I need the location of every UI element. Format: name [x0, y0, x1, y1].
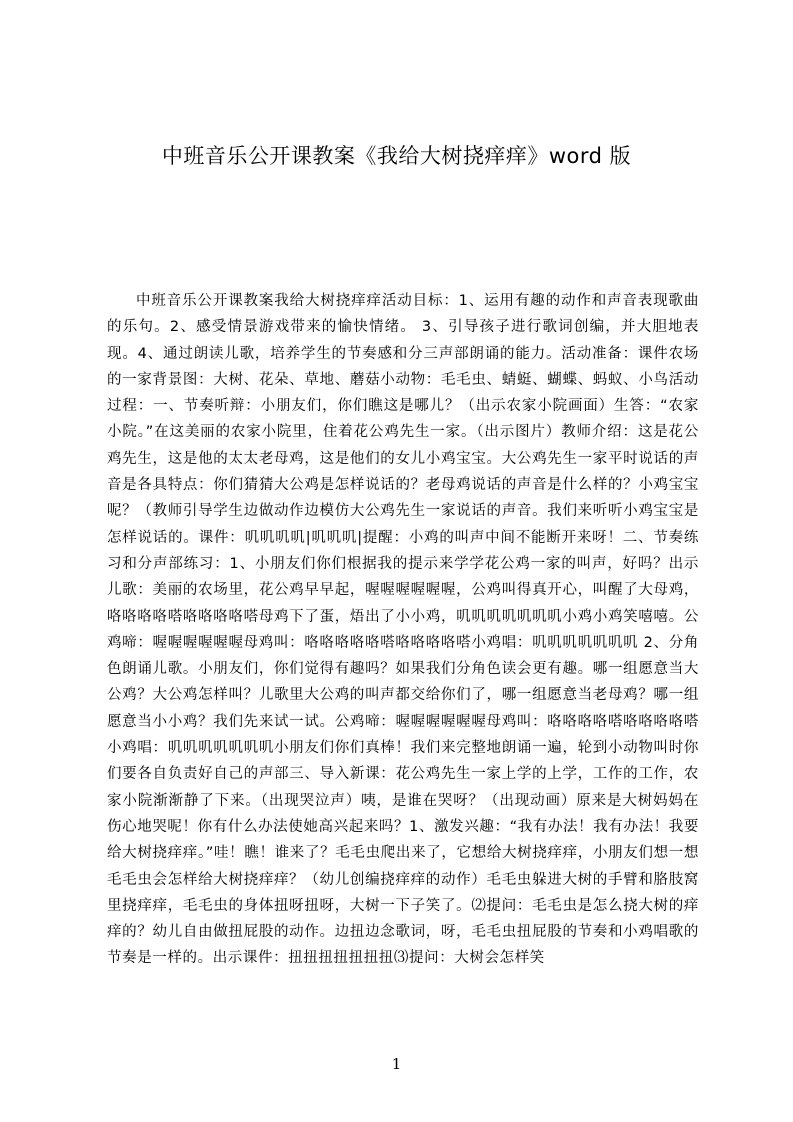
body-paragraph: 中班音乐公开课教案我给大树挠痒痒活动目标：1、运用有趣的动作和声音表现歌曲的乐句。2、感受情景游戏带来的愉快情绪。 3、引导孩子进行歌词创编，并大胆地表现。4、通过朗读儿歌，培养学生的节奏感和分三声部朗诵的能力。活动准备：课件农场的一家背景图：大树、花朵、草地、蘑菇小动物：毛毛虫、蜻蜓、蝴蝶、蚂蚁、小鸟活动过程：一、节奏听辩：小朋友们，你们瞧这是哪儿？（出示农家小院画面）生答：“农家小院。”在这美丽的农家小院里，住着花公鸡先生一家。（出示图片）教师介绍：这是花公鸡先生，这是他的太太老母鸡，这是他们的女儿小鸡宝宝。大公鸡先生一家平时说话的声音是各具特点：你们猜猜大公鸡是怎样说话的？老母鸡说话的声音是什么样的？小鸡宝宝呢？（教师引导学生边做动作边模仿大公鸡先生一家说话的声音。我们来听听小鸡宝宝是怎样说话的。课件：叽叽叽叽|叽叽叽|提醒：小鸡的叫声中间不能断开来呀！二、节奏练习和分声部练习：1、小朋友们你们根据我的提示来学学花公鸡一家的叫声，好吗？出示儿歌：美丽的农场里，花公鸡早早起，喔喔喔喔喔喔，公鸡叫得真开心，叫醒了大母鸡，咯咯咯咯嗒咯咯咯咯嗒母鸡下了蛋，焐出了小小鸡，叽叽叽叽叽叽叽小鸡小鸡笑嘻嘻。公鸡啼：喔喔喔喔喔喔母鸡叫：咯咯咯咯咯嗒咯咯咯咯嗒小鸡唱：叽叽叽叽叽叽叽 2、分角色朗诵儿歌。小朋友们，你们觉得有趣吗？如果我们分角色读会更有趣。哪一组愿意当大公鸡？大公鸡怎样叫？儿歌里大公鸡的叫声都交给你们了，哪一组愿意当老母鸡？哪一组愿意当小小鸡？我们先来试一试。公鸡啼：喔喔喔喔喔喔母鸡叫：咯咯咯咯嗒咯咯咯咯嗒小鸡唱：叽叽叽叽叽叽叽小朋友们你们真棒！我们来完整地朗诵一遍，轮到小动物叫时你们要各自负责好自己的声部三、导入新课：花公鸡先生一家上学的上学，工作的工作，农家小院渐渐静了下来。（出现哭泣声）咦，是谁在哭呀？（出现动画）原来是大树妈妈在伤心地哭呢！你有什么办法使她高兴起来吗？1、激发兴趣：“我有办法！我有办法！我要给大树挠痒痒。”哇！瞧！谁来了？毛毛虫爬出来了，它想给大树挠痒痒，小朋友们想一想毛毛虫会怎样给大树挠痒痒？（幼儿创编挠痒痒的动作）毛毛虫躲进大树的手臂和胳肢窝里挠痒痒，毛毛虫的身体扭呀扭呀，大树一下子笑了。⑵提问：毛毛虫是怎么挠大树的痒痒的？幼儿自由做扭屁股的动作。边扭边念歌词，呀，毛毛虫扭屁股的节奏和小鸡唱歌的节奏是一样的。出示课件：扭扭扭扭扭扭扭⑶提问：大树会怎样笑	[107, 293, 699, 967]
page-number: 1	[391, 1055, 402, 1073]
document-title: 中班音乐公开课教案《我给大树挠痒痒》word 版	[161, 144, 632, 168]
document-body	[107, 288, 699, 1023]
